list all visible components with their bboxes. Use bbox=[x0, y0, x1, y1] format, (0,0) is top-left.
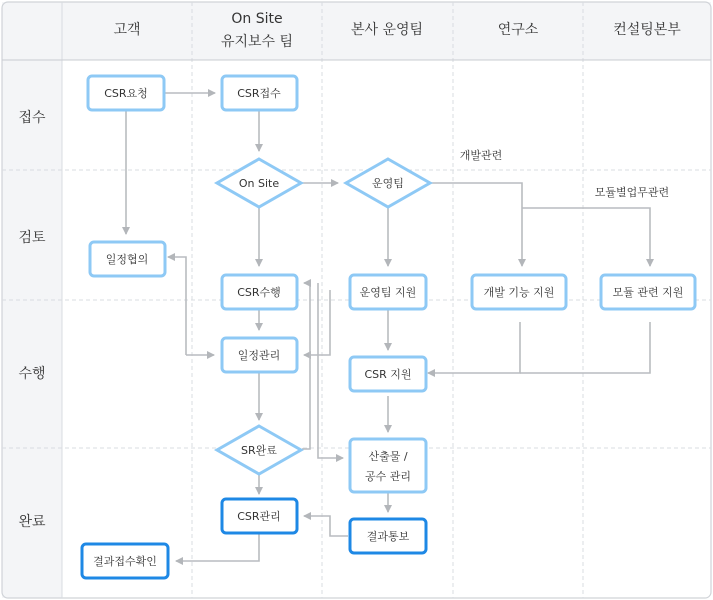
column-header-onsite: On Site bbox=[231, 11, 283, 27]
svg-text:산출물 /: 산출물 / bbox=[368, 450, 408, 463]
node-result-notice[interactable] bbox=[350, 519, 426, 553]
column-header-maintenance-team: 유지보수 팀 bbox=[220, 34, 294, 50]
svg-text:운영팀 지원: 운영팀 지원 bbox=[359, 286, 417, 299]
svg-text:CSR수행: CSR수행 bbox=[237, 286, 281, 299]
edge-label-module-related: 모듈별업무관련 bbox=[594, 186, 670, 199]
svg-text:SR완료: SR완료 bbox=[241, 444, 277, 457]
node-schedule-mgmt[interactable] bbox=[222, 338, 297, 372]
arrow-ops-to-module-support bbox=[522, 208, 650, 266]
svg-text:CSR관리: CSR관리 bbox=[237, 510, 281, 523]
node-onsite-decision[interactable] bbox=[217, 159, 301, 207]
arrow-result-to-csr-mgmt bbox=[304, 516, 348, 536]
column-header-consulting: 컨설팅본부 bbox=[613, 22, 681, 38]
svg-text:CSR 지원: CSR 지원 bbox=[364, 368, 412, 381]
edge-label-dev-related: 개발관련 bbox=[459, 149, 503, 162]
svg-text:On Site: On Site bbox=[238, 177, 280, 190]
column-header-research-lab: 연구소 bbox=[497, 22, 539, 38]
node-sr-complete-decision[interactable] bbox=[217, 426, 301, 474]
arrow-schedule-consult-link bbox=[168, 257, 186, 355]
row-header-review: 검토 bbox=[18, 230, 46, 246]
svg-text:CSR접수: CSR접수 bbox=[237, 87, 281, 100]
node-dev-support[interactable] bbox=[472, 275, 566, 309]
svg-text:공수 관리: 공수 관리 bbox=[364, 470, 412, 483]
column-header-hq-ops: 본사 운영팀 bbox=[350, 22, 424, 38]
final-nodes bbox=[82, 499, 426, 578]
svg-text:일정관리: 일정관리 bbox=[237, 349, 281, 362]
svg-text:CSR요청: CSR요청 bbox=[104, 87, 148, 100]
node-result-confirm[interactable] bbox=[82, 544, 168, 578]
node-module-support[interactable] bbox=[601, 275, 695, 309]
svg-text:모듈 관련 지원: 모듈 관련 지원 bbox=[612, 286, 684, 299]
node-csr-request[interactable] bbox=[88, 76, 164, 110]
arrow-sr-loop-to-perform bbox=[302, 283, 310, 449]
node-ops-team-decision[interactable] bbox=[346, 159, 430, 207]
arrow-dev-to-csr-support bbox=[428, 322, 520, 373]
arrow-module-to-csr-support bbox=[520, 322, 650, 373]
node-csr-perform[interactable] bbox=[222, 275, 297, 309]
row-header-perform: 수행 bbox=[18, 366, 46, 382]
node-schedule-consult[interactable] bbox=[90, 242, 165, 276]
svg-text:결과접수확인: 결과접수확인 bbox=[93, 555, 157, 568]
row-header-receipt: 접수 bbox=[18, 110, 46, 126]
svg-text:운영팀: 운영팀 bbox=[372, 177, 404, 190]
svg-text:개발 기능 지원: 개발 기능 지원 bbox=[483, 286, 555, 299]
column-header-customer: 고객 bbox=[113, 22, 141, 38]
svg-text:일정협의: 일정협의 bbox=[105, 253, 149, 266]
arrow-csr-mgmt-to-confirm bbox=[176, 534, 259, 561]
node-csr-mgmt[interactable] bbox=[222, 499, 297, 533]
svg-text:결과통보: 결과통보 bbox=[366, 530, 410, 543]
node-csr-support[interactable] bbox=[350, 357, 426, 391]
node-ops-support[interactable] bbox=[350, 275, 426, 309]
node-csr-receipt[interactable] bbox=[222, 76, 297, 110]
row-header-complete: 완료 bbox=[18, 514, 46, 530]
nodes bbox=[88, 76, 695, 492]
node-deliverable-mgmt[interactable] bbox=[350, 439, 426, 492]
arrow-ops-to-dev-support bbox=[431, 183, 522, 266]
